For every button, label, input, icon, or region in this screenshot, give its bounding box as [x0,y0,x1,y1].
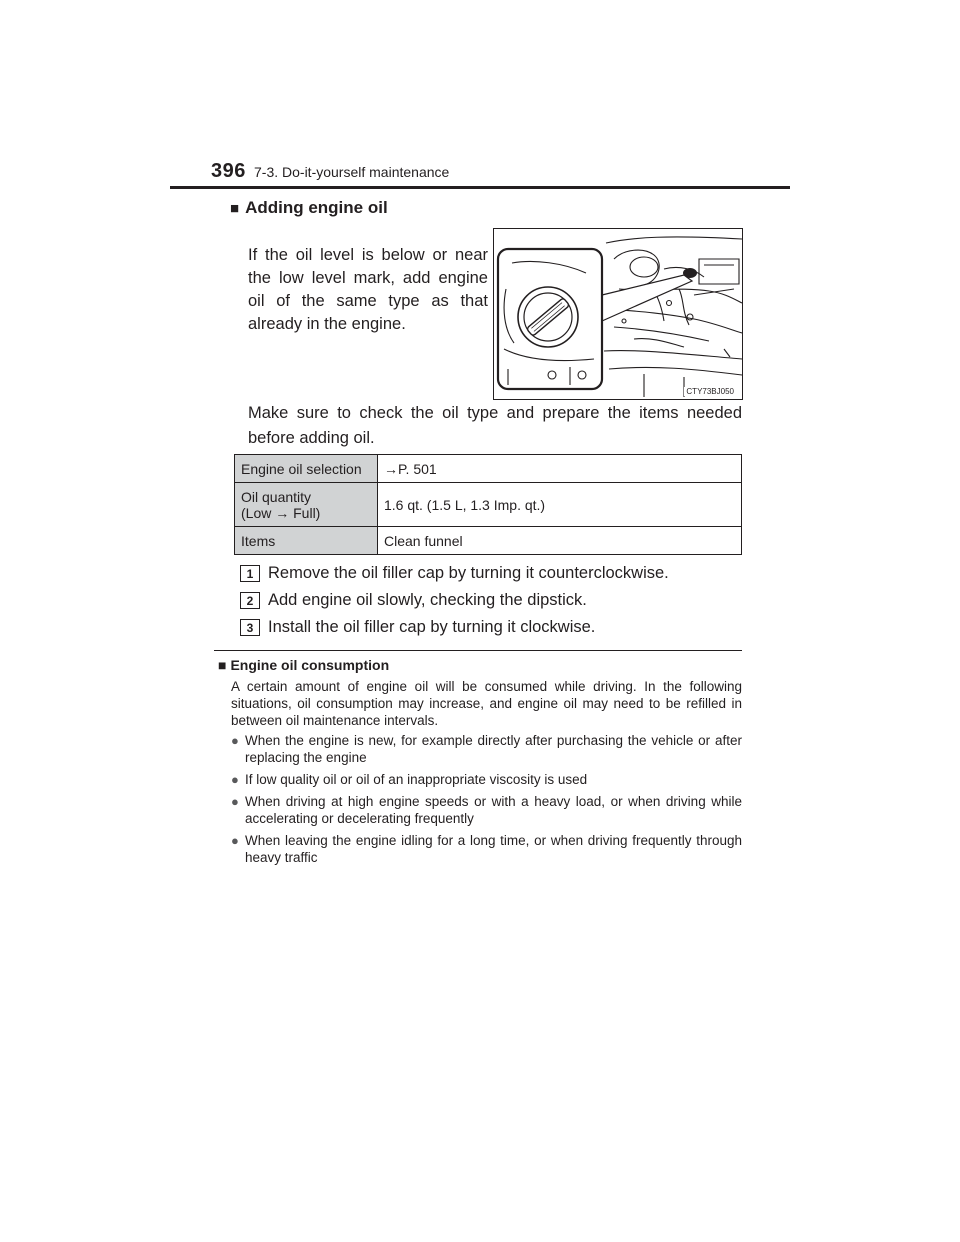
page-number: 396 [211,160,246,182]
section-divider [214,650,742,651]
consumption-situations-list [231,732,742,871]
table-row [235,483,742,527]
list-item-text: If low quality oil or oil of an inappropriate viscosity is used [245,772,588,787]
bullet-dot-icon: ● [231,794,239,809]
info-paragraph: A certain amount of engine oil will be consumed while driving. In the following situations, oil consumption may increase, and engine oil may need to be refilled in between oil maintenance intervals. [231,679,742,728]
intro-paragraph: If the oil level is below or near the low level mark, add engine oil of the same type as that already in the engine. [248,246,488,333]
info-heading-text: Engine oil consumption [230,657,390,673]
oil-spec-table [234,454,742,555]
list-item [231,771,742,788]
table-value: Clean funnel [378,527,742,555]
table-row [235,527,742,555]
step-item [240,617,740,644]
step-item [240,563,740,590]
step-text: Add engine oil slowly, checking the dipstick. [268,591,587,609]
info-heading [218,657,389,673]
step-number-badge: 2 [240,592,260,609]
step-item [240,590,740,617]
table-label: Items [235,527,378,555]
section-heading [230,198,388,218]
table-label-line: Oil quantity [241,488,312,505]
figure-code: CTY73BJ050 [686,387,734,396]
engine-bay-drawing [494,229,742,399]
step-text: Remove the oil filler cap by turning it counterclockwise. [268,564,669,582]
table-value-link[interactable]: →P. 501 [378,455,742,483]
list-item [231,732,742,766]
header-rule [170,186,790,189]
bullet-dot-icon: ● [231,833,239,848]
step-number-badge: 3 [240,619,260,636]
list-item [231,793,742,827]
table-label [235,483,378,527]
list-item [231,832,742,866]
table-value: 1.6 qt. (1.5 L, 1.3 Imp. qt.) [378,483,742,527]
heading-text: Adding engine oil [245,198,388,217]
heading-square-icon: ■ [230,200,240,217]
info-square-icon: ■ [218,657,227,673]
procedure-steps [240,563,740,644]
table-label: Engine oil selection [235,455,378,483]
step-number-badge: 1 [240,565,260,582]
step-text: Install the oil filler cap by turning it clockwise. [268,618,596,636]
bullet-dot-icon: ● [231,772,239,787]
note-paragraph: Make sure to check the oil type and prepare the items needed before adding oil. [248,404,742,447]
list-item-text: When the engine is new, for example directly after purchasing the vehicle or after replacing the engine [245,733,742,765]
list-item-text: When driving at high engine speeds or with a heavy load, or when driving while accelerating or decelerating frequently [245,794,742,826]
engine-bay-illustration [493,228,743,400]
table-label-line: (Low → Full) [241,504,321,521]
list-item-text: When leaving the engine idling for a long time, or when driving frequently through heavy traffic [245,833,742,865]
bullet-dot-icon: ● [231,733,239,748]
section-title: 7-3. Do-it-yourself maintenance [254,164,450,180]
table-row [235,455,742,483]
